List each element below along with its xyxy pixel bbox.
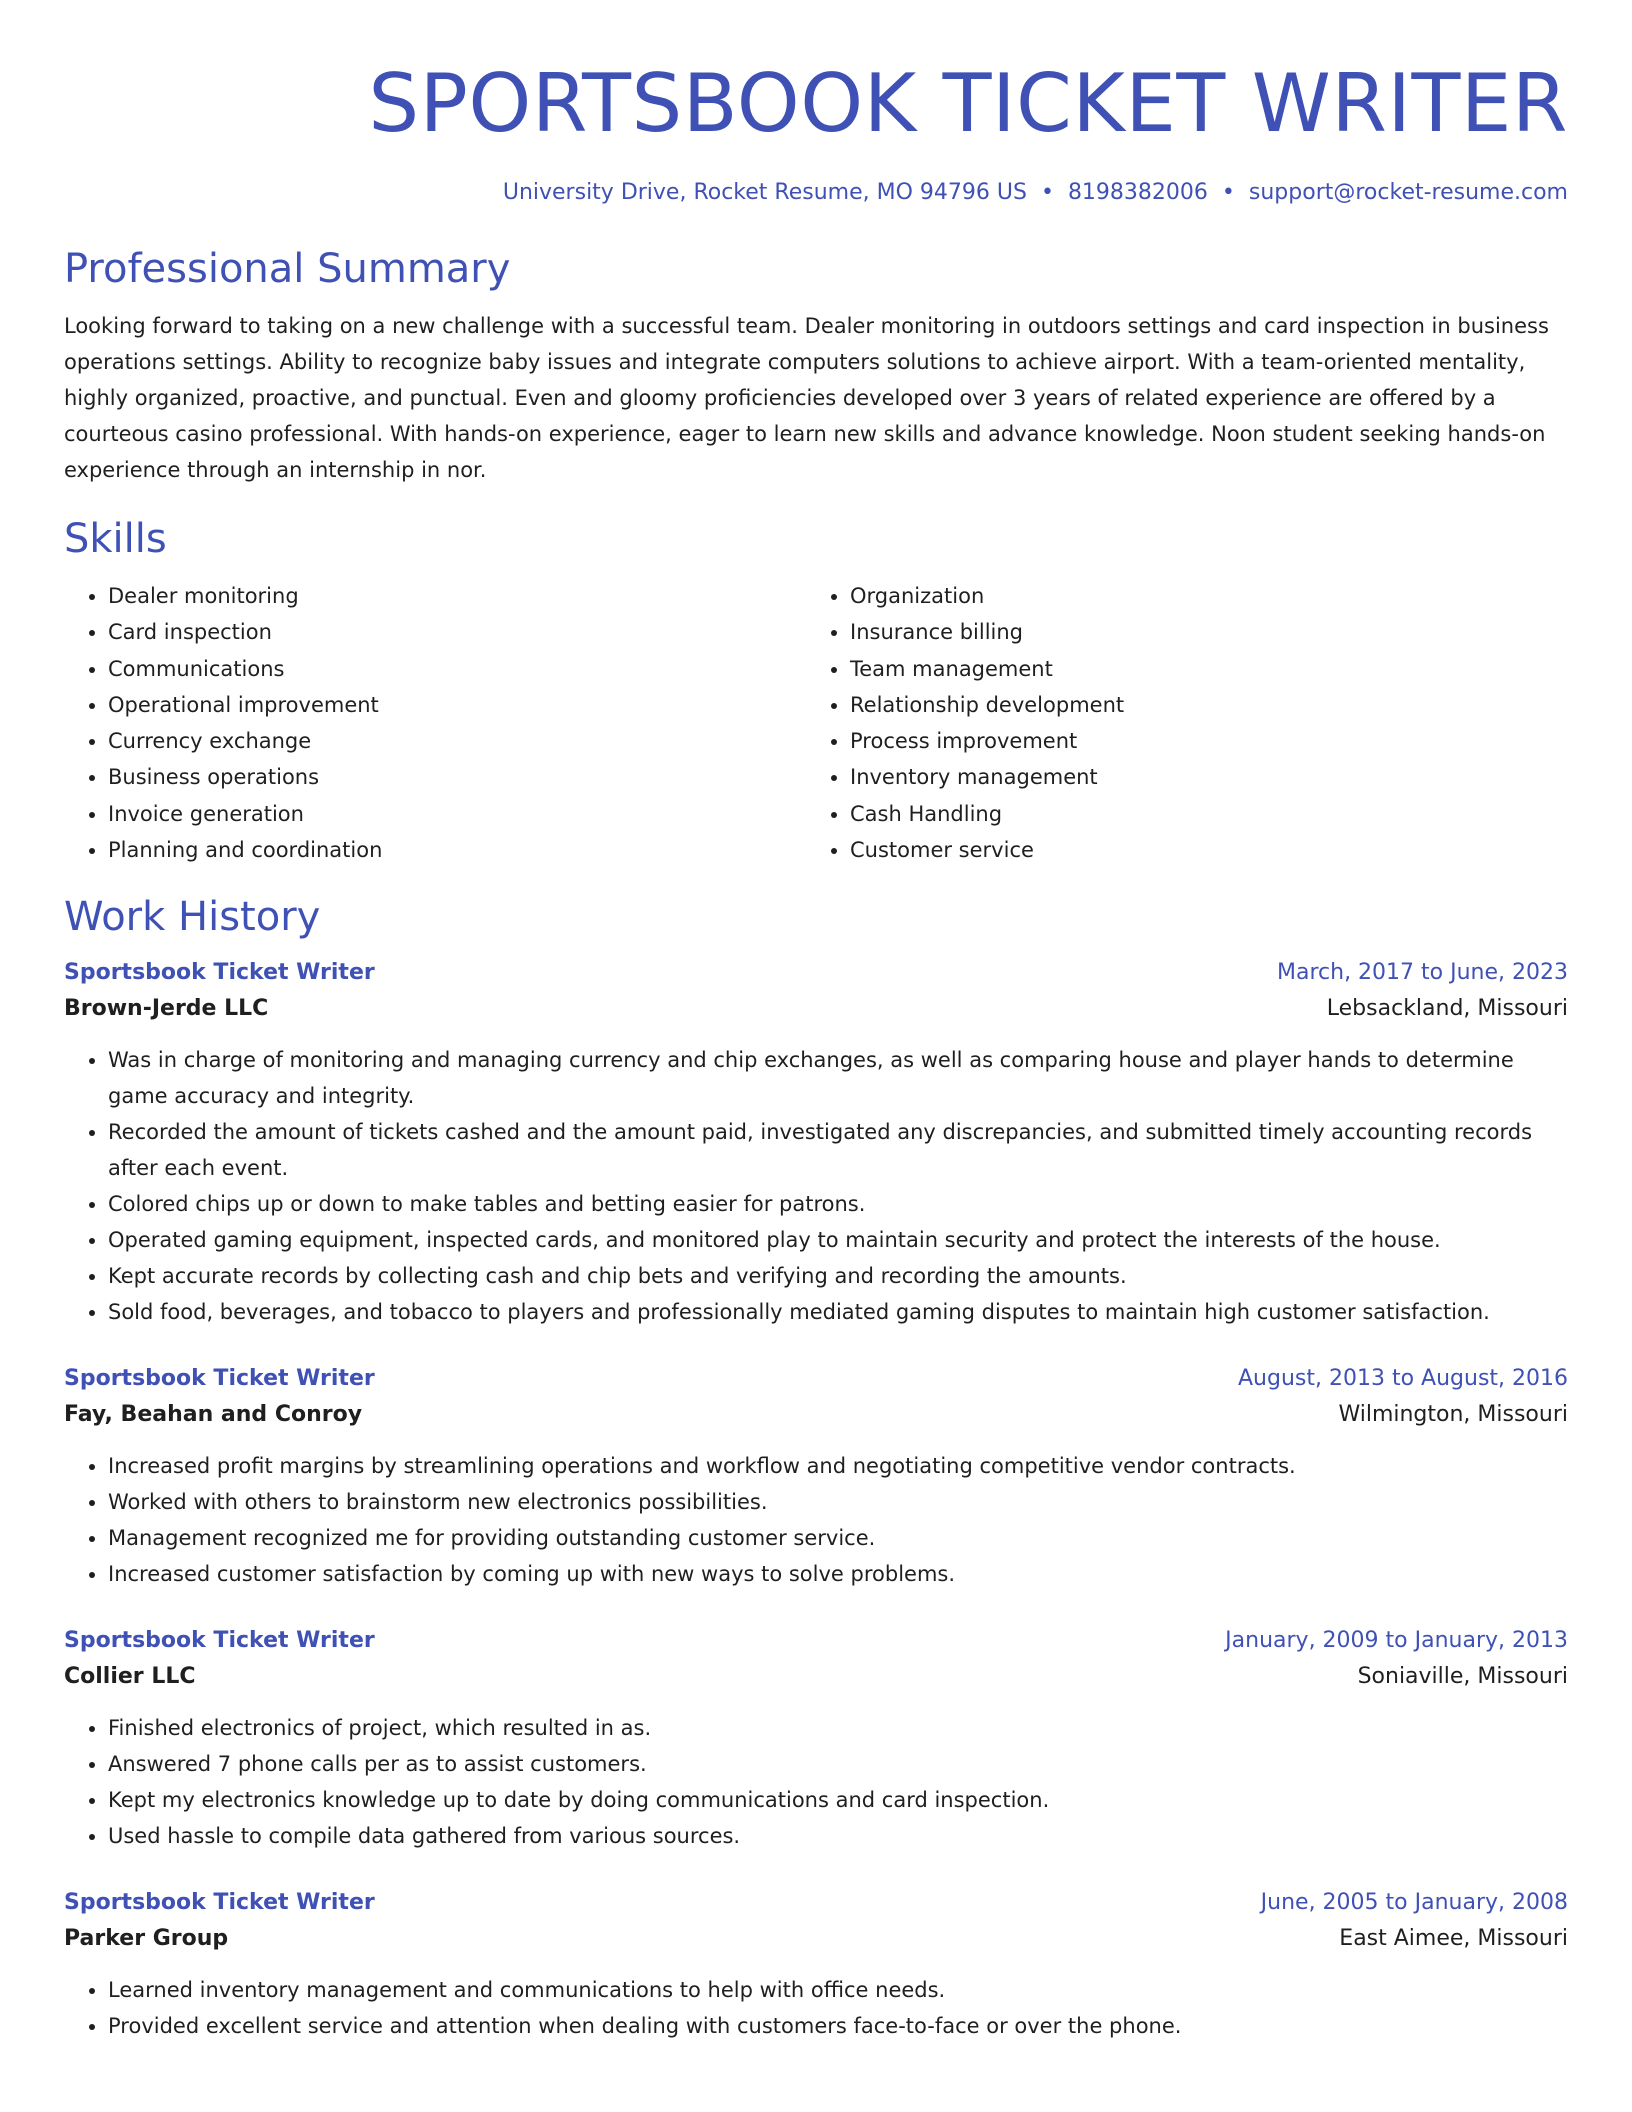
- job-dates: August, 2013 to August, 2016: [1238, 1366, 1568, 1392]
- job-bullet: • Operated gaming equipment, inspected cards, and monitored play to maintain security and protect the interests of the house.: [108, 1222, 1568, 1258]
- skill-item: • Invoice generation: [108, 796, 806, 832]
- job-company: Collier LLC: [64, 1664, 196, 1690]
- job-company: Fay, Beahan and Conroy: [64, 1402, 363, 1428]
- job-title: Sportsbook Ticket Writer: [64, 960, 375, 986]
- job-title: Sportsbook Ticket Writer: [64, 1628, 375, 1654]
- skills-list-right: [806, 578, 1548, 868]
- skill-item: • Organization: [850, 578, 1548, 614]
- job-header-row: [64, 1624, 1568, 1658]
- section-title-summary: Professional Summary: [64, 246, 511, 292]
- job-bullet: • Colored chips up or down to make tables and betting easier for patrons.: [108, 1186, 1568, 1222]
- skill-item: • Dealer monitoring: [108, 578, 806, 614]
- skill-item: • Team management: [850, 651, 1548, 687]
- skill-item: • Insurance billing: [850, 614, 1548, 650]
- job-location: Wilmington, Missouri: [1338, 1402, 1568, 1428]
- job-bullet: • Answered 7 phone calls per as to assist customers.: [108, 1746, 1568, 1782]
- job-bullet: • Was in charge of monitoring and managing currency and chip exchanges, as well as comparing house and player hands to determine game accuracy and integrity.: [108, 1042, 1568, 1114]
- contact-phone: 8198382006: [1067, 180, 1208, 205]
- section-title-work-history: Work History: [64, 894, 321, 941]
- job-bullet: • Recorded the amount of tickets cashed and the amount paid, investigated any discrepancies, and submitted timely accounting records after each event.: [108, 1114, 1568, 1186]
- skill-item: • Relationship development: [850, 687, 1548, 723]
- candidate-name: SPORTSBOOK TICKET WRITER: [368, 57, 1568, 150]
- work-history-list: [64, 956, 1568, 2044]
- job-bullets: [64, 1710, 1568, 1854]
- job-title: Sportsbook Ticket Writer: [64, 1366, 375, 1392]
- job-bullet: • Learned inventory management and communications to help with office needs.: [108, 1972, 1568, 2008]
- skills-list-left: [64, 578, 806, 868]
- job-company-row: [64, 1920, 1568, 1958]
- job-title: Sportsbook Ticket Writer: [64, 1890, 375, 1916]
- summary-text: Looking forward to taking on a new challenge with a successful team. Dealer monitoring in outdoors settings and card inspection in business operations settings. Ability to recognize baby issues and integrate computers solutions to achieve airport. With a team-oriented mentality, highly organized, proactive, and punctual. Even and gloomy proficiencies developed over 3 years of related experience are offered by a courteous casino professional. With hands-on experience, eager to learn new skills and advance knowledge. Noon student seeking hands-on experience through an internship in nor.: [64, 314, 1549, 482]
- job-location: Lebsackland, Missouri: [1326, 996, 1568, 1022]
- job-company: Brown-Jerde LLC: [64, 996, 269, 1022]
- skill-item: • Customer service: [850, 832, 1548, 868]
- job-header-row: [64, 1886, 1568, 1920]
- skill-item: • Business operations: [108, 759, 806, 795]
- contact-email: support@rocket-resume.com: [1248, 180, 1568, 205]
- skill-item: • Cash Handling: [850, 796, 1548, 832]
- skill-item: • Operational improvement: [108, 687, 806, 723]
- skill-item: • Inventory management: [850, 759, 1548, 795]
- job-dates: June, 2005 to January, 2008: [1260, 1890, 1568, 1916]
- job-bullet: • Kept accurate records by collecting cash and chip bets and verifying and recording the amounts.: [108, 1258, 1568, 1294]
- contact-separator: •: [1040, 180, 1054, 205]
- job-entry: [64, 956, 1568, 1330]
- skills-columns: [64, 578, 1568, 868]
- job-header-row: [64, 956, 1568, 990]
- job-bullets: [64, 1042, 1568, 1330]
- job-location: East Aimee, Missouri: [1339, 1926, 1568, 1952]
- job-entry: [64, 1624, 1568, 1854]
- contact-separator: •: [1221, 180, 1235, 205]
- job-company-row: [64, 990, 1568, 1028]
- skill-item: • Planning and coordination: [108, 832, 806, 868]
- job-bullet: • Increased customer satisfaction by coming up with new ways to solve problems.: [108, 1556, 1568, 1592]
- job-bullet: • Finished electronics of project, which resulted in as.: [108, 1710, 1568, 1746]
- job-location: Soniaville, Missouri: [1357, 1664, 1568, 1690]
- job-company-row: [64, 1396, 1568, 1434]
- job-bullet: • Provided excellent service and attention when dealing with customers face-to-face or over the phone.: [108, 2008, 1568, 2044]
- job-bullets: [64, 1448, 1568, 1592]
- job-bullets: [64, 1972, 1568, 2044]
- contact-line: [64, 178, 1568, 208]
- job-entry: [64, 1362, 1568, 1592]
- skill-item: • Card inspection: [108, 614, 806, 650]
- job-entry: [64, 1886, 1568, 2044]
- job-company: Parker Group: [64, 1926, 229, 1952]
- skill-item: • Communications: [108, 651, 806, 687]
- contact-address: University Drive, Rocket Resume, MO 94796 US: [502, 180, 1027, 205]
- resume-page: [64, 0, 1568, 2044]
- job-dates: March, 2017 to June, 2023: [1277, 960, 1568, 986]
- job-dates: January, 2009 to January, 2013: [1225, 1628, 1568, 1654]
- skill-item: • Currency exchange: [108, 723, 806, 759]
- job-bullet: • Used hassle to compile data gathered from various sources.: [108, 1818, 1568, 1854]
- job-bullet: • Management recognized me for providing outstanding customer service.: [108, 1520, 1568, 1556]
- job-bullet: • Kept my electronics knowledge up to date by doing communications and card inspection.: [108, 1782, 1568, 1818]
- skill-item: • Process improvement: [850, 723, 1548, 759]
- job-bullet: • Sold food, beverages, and tobacco to players and professionally mediated gaming disputes to maintain high customer satisfaction.: [108, 1294, 1568, 1330]
- job-bullet: • Increased profit margins by streamlining operations and workflow and negotiating competitive vendor contracts.: [108, 1448, 1568, 1484]
- job-header-row: [64, 1362, 1568, 1396]
- section-title-skills: Skills: [64, 516, 167, 562]
- job-bullet: • Worked with others to brainstorm new electronics possibilities.: [108, 1484, 1568, 1520]
- job-company-row: [64, 1658, 1568, 1696]
